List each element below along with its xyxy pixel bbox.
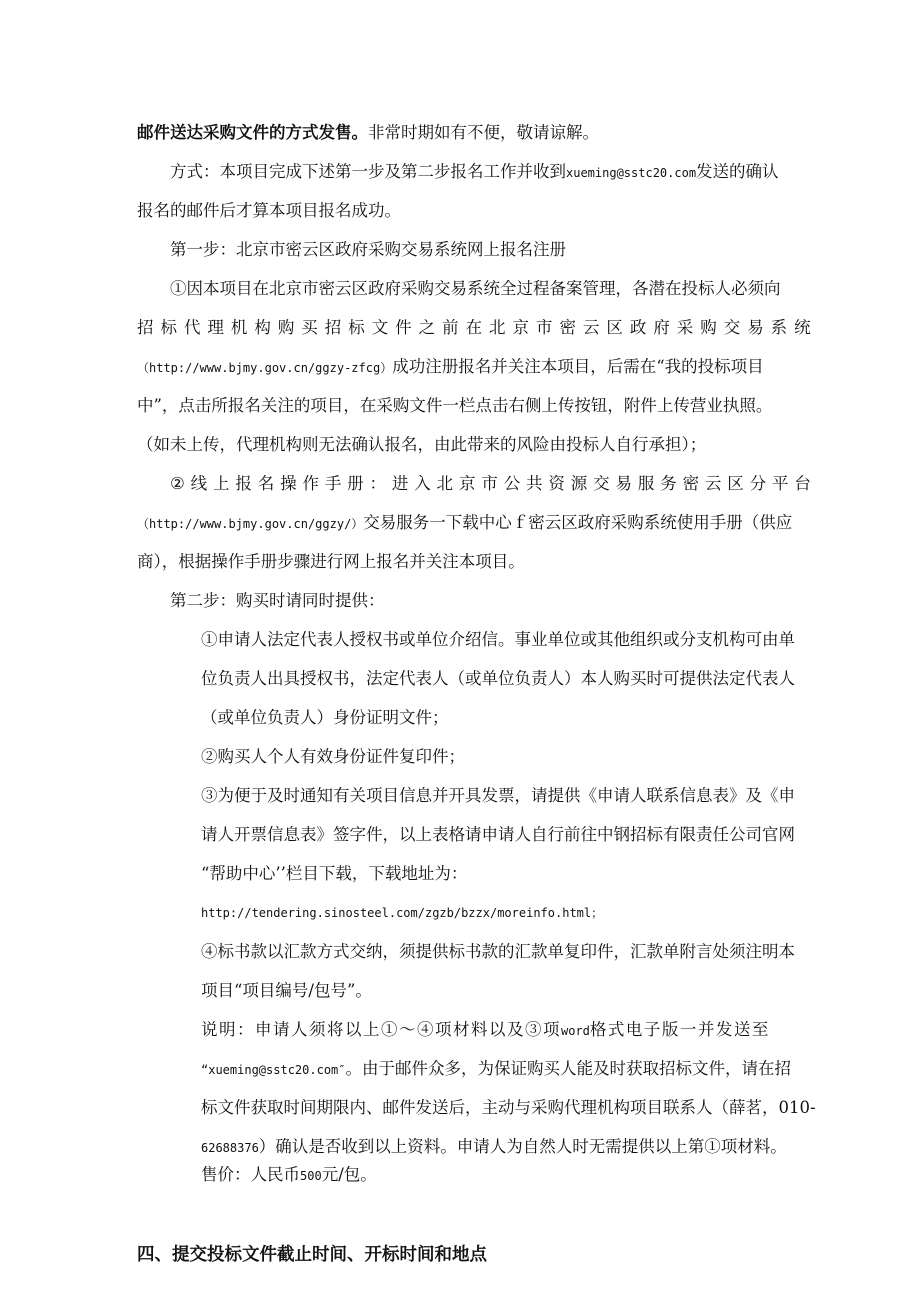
char: 北 [489,318,506,337]
price-number: 500 [300,1169,322,1183]
paragraph-line: 中”，点击所报名关注的项目，在采购文件一栏点击右侧上传按钮，附件上传营业执照。 [137,396,773,415]
text: 元/包。 [321,1165,377,1184]
justified-line [137,313,811,343]
char: 务 [660,474,677,493]
char: ： [369,474,387,493]
paragraph-line: 报名的邮件后才算本项目报名成功。 [137,201,401,220]
char: 购 [277,318,295,337]
char: 标 [348,318,365,337]
paragraph-line: “帮助中心’’栏目下载，下载地址为： [201,864,468,883]
char: 区 [606,318,623,337]
char: 北 [436,474,454,493]
char: 密 [559,318,576,337]
paragraph-line: ①申请人法定代表人授权书或单位介绍信。事业单位或其他组织或分支机构可由单 [201,630,795,649]
char: 前 [442,318,459,337]
url-text: （http://www.bjmy.gov.cn/ggzy-zfcg） [137,361,393,375]
char: 源 [570,474,588,493]
char: 入 [414,474,431,493]
paragraph-line: 请人开票信息表》签字件，以上表格请申请人自行前往中钢招标有限责任公司官网 [201,825,795,844]
text: 。由于邮件众多，为保证购买人能及时获取招标文件，请在招 [345,1059,791,1078]
text: 发送的确认 [696,162,779,181]
text: 格式电子版一并发送至 [589,1020,770,1039]
url-text: （http://www.bjmy.gov.cn/ggzy/） [137,517,364,531]
paragraph-line: 项目“项目编号/包号”。 [201,981,372,1000]
paragraph-line [0,1015,920,1045]
text: ）确认是否收到以上资料。申请人为自然人时无需提供以上第①项材料。 [258,1137,787,1156]
paragraph-line: 标文件获取时间期限内、邮件发送后，主动与采购代理机构项目联系人（薛茗，010- [201,1098,816,1117]
char: 标 [160,318,177,337]
char: 线 [190,474,208,493]
paragraph-line: ④标书款以汇款方式交纳，须提供标书款的汇款单复印件，汇款单附言处须注明本 [201,942,795,961]
text: 交易服务一下载中心ｆ密云区政府采购系统使用手册（供应 [363,513,793,532]
char: 册 [347,474,364,493]
text: 说明：申请人须将以上①～④项材料以及③项 [201,1020,561,1039]
bold-text: 邮件送达采购文件的方式发售。 [137,123,368,142]
price-line [0,1160,920,1190]
text: 非常时期如有不便，敬请谅解。 [368,123,599,142]
char: ② [170,474,185,493]
char: 政 [629,318,647,337]
char: 服 [637,474,655,493]
char: 在 [465,318,483,337]
char: 公 [503,474,521,493]
phone-number: 62688376 [201,1141,259,1155]
char: 采 [676,318,694,337]
paragraph-line: 商），根据操作手册步骤进行网上报名并关注本项目。 [137,552,525,571]
email-address: xueming@sstc20.com [566,166,697,180]
char: 分 [749,474,767,493]
paragraph-line [0,1132,920,1162]
paragraph-line [0,157,920,187]
char: 区 [727,474,744,493]
step-one-title: 第一步：北京市密云区政府采购交易系统网上报名注册 [170,240,566,259]
char: 交 [593,474,610,493]
char: 机 [230,318,248,337]
char: 府 [653,318,670,337]
char: 易 [615,474,632,493]
paragraph-line: ①因本项目在北京市密云区政府采购交易系统全过程备案管理，各潜在投标人必须向 [170,279,781,298]
word-text: word [561,1024,590,1038]
paragraph-line [0,1054,920,1084]
text: 售价：人民币 [201,1165,300,1184]
paragraph-line [0,508,920,538]
char: 代 [183,318,201,337]
char: 操 [280,474,297,493]
section-heading: 四、提交投标文件截止时间、开标时间和地点 [137,1245,487,1265]
char: 之 [418,318,436,337]
email-address: “xueming@sstc20.com″ [201,1063,346,1077]
char: 文 [371,318,389,337]
paragraph-line: 位负责人出具授权书，法定代表人（或单位负责人）本人购买时可提供法定代表人 [201,669,795,688]
paragraph-line: （如未上传，代理机构则无法确认报名，由此带来的风险由投标人自行承担）； [137,435,707,454]
char: 名 [257,474,275,493]
char: 密 [682,474,700,493]
char: 统 [794,318,811,337]
char: 报 [235,474,252,493]
char: 招 [137,318,154,337]
char: 购 [700,318,717,337]
char: 作 [302,474,319,493]
step-two-title: 第二步：购买时请同时提供： [170,591,385,610]
char: 件 [395,318,412,337]
char: 买 [301,318,318,337]
char: 上 [213,474,230,493]
paragraph-line [0,352,920,382]
char: 易 [747,318,764,337]
char: 台 [794,474,811,493]
char: 市 [535,318,553,337]
char: 京 [458,474,476,493]
char: 平 [772,474,789,493]
char: 交 [723,318,741,337]
char: 进 [391,474,409,493]
text: 方式：本项目完成下述第一步及第二步报名工作并收到 [170,162,566,181]
char: 招 [324,318,342,337]
char: 市 [481,474,498,493]
char: 京 [512,318,529,337]
char: 资 [548,474,565,493]
char: 共 [526,474,543,493]
justified-line [170,469,811,499]
char: 云 [582,318,600,337]
char: 理 [207,318,224,337]
char: 手 [324,474,342,493]
paragraph-line: ②购买人个人有效身份证件复印件； [201,747,465,766]
char: 构 [254,318,271,337]
char: 云 [704,474,722,493]
paragraph-line: ③为便于及时通知有关项目信息并开具发票，请提供《申请人联系信息表》及《申 [201,786,795,805]
download-url: http://tendering.sinosteel.com/zgzb/bzzx/moreinfo.html； [201,906,604,920]
char: 系 [770,318,788,337]
text: 成功注册报名并关注本项目，后需在“我的投标项目 [392,357,764,376]
paragraph-line [0,118,920,148]
paragraph-line: （或单位负责人）身份证明文件； [201,708,449,727]
